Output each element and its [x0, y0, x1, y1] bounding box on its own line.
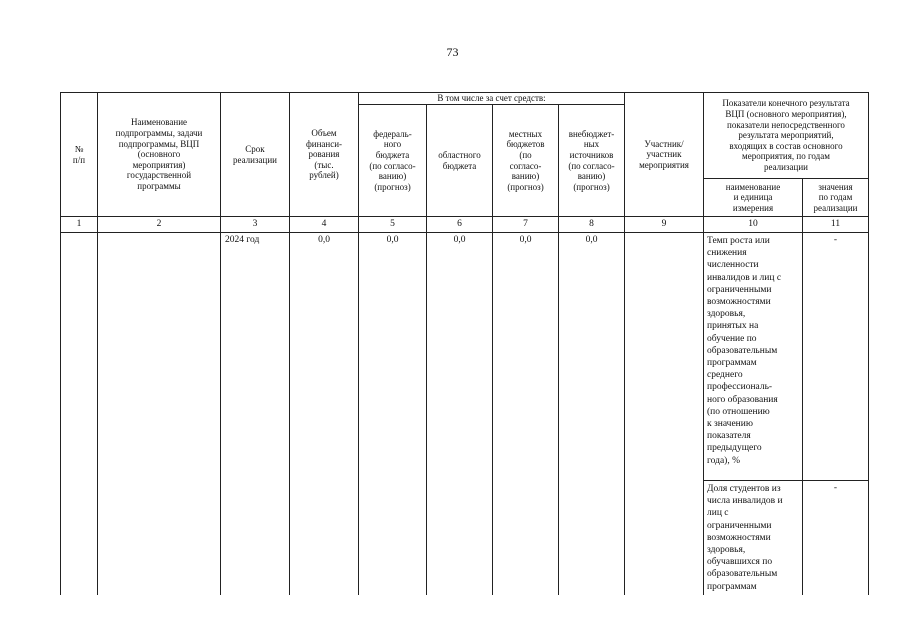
indicator-student-share: Доля студентов из числа инвалидов и лиц с ограниченными возможностями здоровья, обучавшихся по образовательным программам — [707, 484, 783, 592]
col-border-11 — [868, 92, 869, 595]
indicator-growth-rate-value: - — [833, 235, 838, 245]
column-number: 5 — [390, 219, 395, 230]
column-numbers-bottom-line — [60, 232, 868, 233]
header-number: № п/п — [72, 143, 86, 165]
header-extrabudgetary-sources: внебюджет- ных источников (по согласо- ванию) (прогноз) — [568, 128, 615, 192]
column-number: 8 — [589, 219, 594, 230]
header-subprogram-name: Наименование подпрограммы, задачи подпрограммы, ВЦП (основного мероприятия) государственной программы — [115, 117, 203, 191]
header-funding-group: В том числе за счет средств: — [437, 93, 546, 104]
header-implementation-period: Срок реализации — [233, 143, 277, 165]
column-number: 10 — [748, 219, 758, 230]
indicator-row-divider — [703, 480, 868, 481]
column-number: 9 — [661, 219, 667, 230]
header-indicator-name-unit: наименование и единица измерения — [725, 181, 781, 213]
indicator-student-share-value: - — [833, 483, 838, 493]
column-number: 4 — [321, 219, 327, 230]
page-number: 73 — [446, 45, 459, 59]
header-funding-volume: Объем финанси- рования (тыс. рублей) — [305, 128, 343, 181]
column-number: 11 — [830, 219, 841, 230]
regional-budget-value: 0,0 — [453, 235, 466, 245]
implementation-year: 2024 год — [225, 235, 260, 245]
header-regional-budget: областного бюджета — [438, 149, 481, 171]
header-participant: Участник/ участник мероприятия — [639, 138, 689, 170]
header-indicators-group: Показатели конечного результата ВЦП (основного мероприятия), показатели непосредственного результата мероприятий, входящих в состав основного мероприятия, по годам реализации — [722, 98, 850, 172]
indicator-growth-rate: Темп роста или снижения численности инвалидов и лиц с ограниченными возможностями здоровья, принятых на обучение по образовательным программам среднего профессиональ- ного образования (по отношению к значению показателя предыдущего года), % — [707, 236, 782, 466]
federal-budget-value: 0,0 — [386, 235, 399, 245]
column-number: 2 — [156, 219, 162, 230]
column-number: 6 — [457, 219, 462, 230]
header-indicator-values: значения по годам реализации — [813, 181, 858, 213]
column-number: 1 — [76, 219, 82, 230]
funding-volume-value: 0,0 — [318, 235, 330, 245]
column-number: 3 — [252, 219, 258, 230]
local-budgets-value: 0,0 — [519, 235, 532, 245]
header-federal-budget: федераль- ного бюджета (по согласо- ванию) (прогноз) — [369, 128, 416, 192]
header-local-budgets: местных бюджетов (по согласо- ванию) (прогноз) — [506, 128, 545, 192]
extrabudgetary-value: 0,0 — [585, 235, 598, 245]
column-number: 7 — [523, 219, 528, 230]
